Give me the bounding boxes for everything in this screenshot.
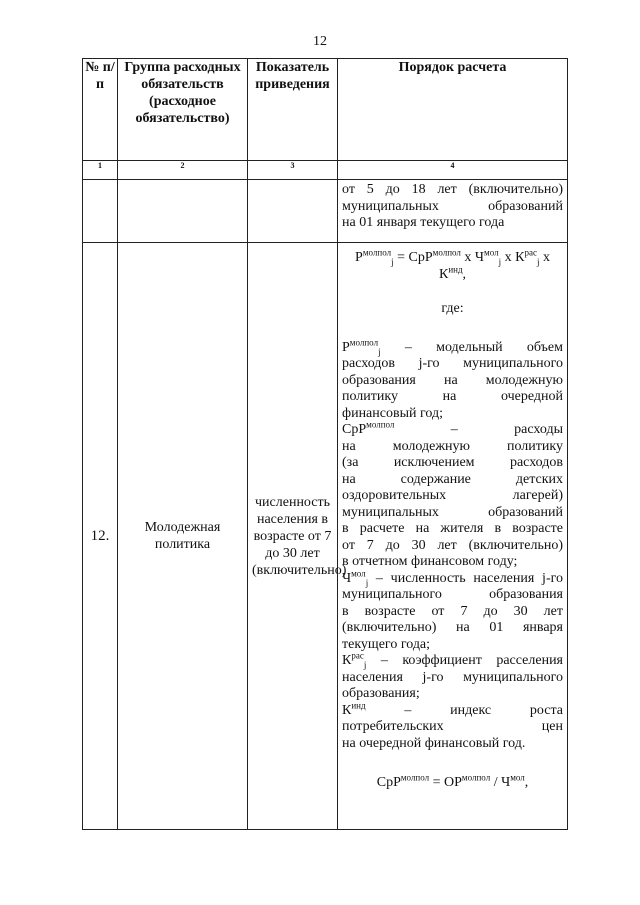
row-number: 12.	[83, 243, 118, 830]
column-number: 3	[248, 161, 338, 180]
table-row	[83, 243, 568, 830]
secondary-formula: $СрР^{молпол} = ОР^{молпол} / Ч^{мол}$,	[376, 772, 529, 790]
header-number: № п/п	[83, 59, 118, 161]
definition-item: СрР$^{молпол}$ – расходы на молодежную политику (за исключением расходов на содержание детских оздоровительных лагерей) муниципальных образований в расчете на жителя в возрасте от 7 до 30 лет (включительно) в отчетном финансовом году;	[342, 419, 563, 569]
main-formula: $Р^{молпол}_j = СрР^{молпол}$ х $Ч^{мол}_j$ х $К^{рас}_j$ х	[355, 247, 550, 267]
page-number: 12	[313, 34, 327, 49]
header-group: Группа расходных обязательств (расходное обязательство)	[118, 59, 248, 161]
continuation-text: от 5 до 18 лет (включительно) муниципальных образований на 01 января текущего года	[338, 180, 568, 243]
indicator: численность населения в возрасте от 7 до 30 лет (включительно)	[248, 243, 338, 830]
definition-item: $Р^{молпол}_j$ – модельный объем расходов j-го муниципального образования на молодежную политику на очередной финансовый год;	[342, 336, 563, 421]
column-number: 4	[338, 161, 568, 180]
header-calculation: Порядок расчета	[338, 59, 568, 161]
expense-group: Молодежная политика	[118, 243, 248, 830]
header-row	[83, 59, 568, 161]
column-number: 1	[83, 161, 118, 180]
column-number: 2	[118, 161, 248, 180]
continuation-row	[83, 180, 568, 243]
calculation-table	[82, 58, 568, 830]
calculation-procedure: $Р^{молпол}_j = СрР^{молпол}$ х $Ч^{мол}_j$ х $К^{рас}_j$ х $К^{инд}$, где: $Р^{молпол}_j$ – модельный объем расходов j-го муниципального образования на молодежную политику на очередной финансовый год; СрР$^{молпол}$ – расходы на молодежную политику (за исключением расходов на содержание детских оздоровительных лагерей) муниципальных образований в расчете на жителя в возрасте от 7 до 30 лет (включительно) в отчетном финансовом году; $Ч^{мол}_j$ – численность населения j-го муниципального образования в возрасте от 7 до 30 лет (включительно) на 01 января текущего года; $К^{рас}_j$ – коэффициент расселения населения j-го муниципального образования; $К^{инд}$ – индекс роста потребительских цен на очередной финансовый год. $СрР^{молпол} = ОР^{молпол} / Ч^{мол}$,	[338, 243, 568, 830]
where-label: где:	[441, 301, 464, 316]
definition-item: $К^{инд}$ – индекс роста потребительских цен на очередной финансовый год.	[342, 699, 563, 751]
definition-item: $К^{рас}_j$ – коэффициент расселения населения j-го муниципального образования;	[342, 650, 563, 701]
column-number-row	[83, 161, 568, 180]
header-indicator: Показатель приведения	[248, 59, 338, 161]
definition-item: $Ч^{мол}_j$ – численность населения j-го муниципального образования в возрасте от 7 до 30 лет (включительно) на 01 января текущего года;	[342, 567, 563, 652]
